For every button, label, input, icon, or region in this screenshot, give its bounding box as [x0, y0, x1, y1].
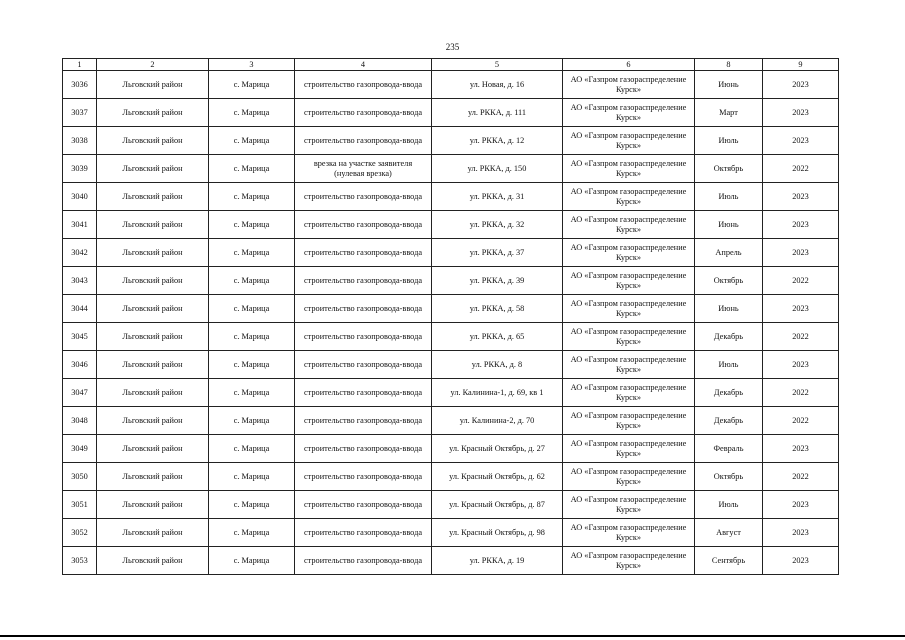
table-cell: Июль	[695, 491, 763, 519]
table-cell: 2023	[763, 211, 839, 239]
table-cell: ул. РККА, д. 39	[432, 267, 563, 295]
table-cell: 3039	[63, 155, 97, 183]
table-row	[63, 491, 839, 519]
table-cell: АО «Газпром газораспределение Курск»	[563, 407, 695, 435]
column-header: 2	[97, 59, 209, 71]
table-cell: Льговский район	[97, 547, 209, 575]
table-cell: Июнь	[695, 71, 763, 99]
table-cell: АО «Газпром газораспределение Курск»	[563, 351, 695, 379]
table-cell: 2023	[763, 295, 839, 323]
table-cell: Льговский район	[97, 435, 209, 463]
column-header: 9	[763, 59, 839, 71]
table-cell: Льговский район	[97, 155, 209, 183]
table-cell: Льговский район	[97, 239, 209, 267]
table-cell: 2022	[763, 379, 839, 407]
table-row	[63, 407, 839, 435]
table-row	[63, 267, 839, 295]
table-cell: 3041	[63, 211, 97, 239]
column-header: 8	[695, 59, 763, 71]
column-header: 1	[63, 59, 97, 71]
column-header: 6	[563, 59, 695, 71]
table-cell: с. Марица	[209, 491, 295, 519]
table-cell: АО «Газпром газораспределение Курск»	[563, 295, 695, 323]
column-header: 5	[432, 59, 563, 71]
table-cell: АО «Газпром газораспределение Курск»	[563, 99, 695, 127]
table-cell: с. Марица	[209, 183, 295, 211]
table-row	[63, 463, 839, 491]
table-cell: 2023	[763, 547, 839, 575]
table-cell: ул. РККА, д. 12	[432, 127, 563, 155]
table-cell: врезка на участке заявителя (нулевая врезка)	[295, 155, 432, 183]
table-cell: Декабрь	[695, 407, 763, 435]
table-cell: ул. Красный Октябрь, д. 98	[432, 519, 563, 547]
table-cell: Август	[695, 519, 763, 547]
table-cell: Сентябрь	[695, 547, 763, 575]
table-cell: 3045	[63, 323, 97, 351]
table-cell: Льговский район	[97, 211, 209, 239]
table-cell: Льговский район	[97, 463, 209, 491]
table-cell: Октябрь	[695, 267, 763, 295]
table-cell: 2023	[763, 435, 839, 463]
table-row	[63, 239, 839, 267]
column-header: 3	[209, 59, 295, 71]
table-cell: Льговский район	[97, 491, 209, 519]
table-cell: АО «Газпром газораспределение Курск»	[563, 211, 695, 239]
table-cell: АО «Газпром газораспределение Курск»	[563, 547, 695, 575]
table-cell: Льговский район	[97, 351, 209, 379]
table-cell: ул. РККА, д. 8	[432, 351, 563, 379]
table-cell: строительство газопровода-ввода	[295, 99, 432, 127]
table-row	[63, 519, 839, 547]
table-cell: Октябрь	[695, 155, 763, 183]
table-cell: Льговский район	[97, 379, 209, 407]
table-cell: с. Марица	[209, 99, 295, 127]
table-cell: ул. РККА, д. 65	[432, 323, 563, 351]
table-cell: ул. РККА, д. 32	[432, 211, 563, 239]
table-cell: с. Марица	[209, 379, 295, 407]
table-cell: ул. Красный Октябрь, д. 27	[432, 435, 563, 463]
table-cell: АО «Газпром газораспределение Курск»	[563, 71, 695, 99]
table-cell: строительство газопровода-ввода	[295, 463, 432, 491]
table-cell: 2023	[763, 71, 839, 99]
table-cell: строительство газопровода-ввода	[295, 351, 432, 379]
table-cell: строительство газопровода-ввода	[295, 323, 432, 351]
table-cell: АО «Газпром газораспределение Курск»	[563, 183, 695, 211]
table-cell: Декабрь	[695, 379, 763, 407]
table-cell: 3036	[63, 71, 97, 99]
table-cell: Льговский район	[97, 407, 209, 435]
page-bottom-rule	[0, 635, 905, 637]
table-cell: строительство газопровода-ввода	[295, 71, 432, 99]
table-cell: 3046	[63, 351, 97, 379]
table-header-row	[63, 59, 839, 71]
table-cell: строительство газопровода-ввода	[295, 267, 432, 295]
table-cell: строительство газопровода-ввода	[295, 435, 432, 463]
table-row	[63, 183, 839, 211]
table-cell: 2022	[763, 407, 839, 435]
table-cell: Июль	[695, 183, 763, 211]
table-row	[63, 99, 839, 127]
table-cell: Декабрь	[695, 323, 763, 351]
table-row	[63, 71, 839, 99]
table-cell: строительство газопровода-ввода	[295, 295, 432, 323]
table-cell: с. Марица	[209, 463, 295, 491]
table-cell: строительство газопровода-ввода	[295, 211, 432, 239]
table-cell: Льговский район	[97, 183, 209, 211]
table-cell: Апрель	[695, 239, 763, 267]
table-cell: строительство газопровода-ввода	[295, 519, 432, 547]
table-cell: Льговский район	[97, 71, 209, 99]
table-cell: Июль	[695, 351, 763, 379]
table-cell: Льговский район	[97, 99, 209, 127]
table-cell: строительство газопровода-ввода	[295, 127, 432, 155]
table-cell: Октябрь	[695, 463, 763, 491]
table-cell: Льговский район	[97, 519, 209, 547]
table-cell: ул. РККА, д. 111	[432, 99, 563, 127]
table-cell: 3049	[63, 435, 97, 463]
table-cell: с. Марица	[209, 407, 295, 435]
table-cell: АО «Газпром газораспределение Курск»	[563, 519, 695, 547]
table-cell: АО «Газпром газораспределение Курск»	[563, 463, 695, 491]
table-row	[63, 379, 839, 407]
table-cell: ул. Красный Октябрь, д. 62	[432, 463, 563, 491]
table-row	[63, 295, 839, 323]
table-cell: строительство газопровода-ввода	[295, 379, 432, 407]
table-cell: 3050	[63, 463, 97, 491]
table-cell: ул. Новая, д. 16	[432, 71, 563, 99]
table-cell: 2022	[763, 267, 839, 295]
table-cell: АО «Газпром газораспределение Курск»	[563, 491, 695, 519]
table-cell: с. Марица	[209, 435, 295, 463]
table-row	[63, 547, 839, 575]
table-cell: ул. РККА, д. 19	[432, 547, 563, 575]
table-cell: 3044	[63, 295, 97, 323]
table-cell: с. Марица	[209, 71, 295, 99]
table-cell: с. Марица	[209, 519, 295, 547]
table-cell: с. Марица	[209, 295, 295, 323]
table-cell: 2023	[763, 239, 839, 267]
table-row	[63, 155, 839, 183]
table-cell: Июнь	[695, 295, 763, 323]
table-cell: ул. РККА, д. 37	[432, 239, 563, 267]
table-row	[63, 127, 839, 155]
table-cell: 3038	[63, 127, 97, 155]
table-cell: Льговский район	[97, 127, 209, 155]
table-cell: АО «Газпром газораспределение Курск»	[563, 127, 695, 155]
table-cell: 3037	[63, 99, 97, 127]
table-row	[63, 351, 839, 379]
table-cell: с. Марица	[209, 211, 295, 239]
table-cell: с. Марица	[209, 239, 295, 267]
table-cell: АО «Газпром газораспределение Курск»	[563, 155, 695, 183]
table-cell: строительство газопровода-ввода	[295, 239, 432, 267]
table-cell: с. Марица	[209, 267, 295, 295]
table-cell: 3048	[63, 407, 97, 435]
table-cell: 2023	[763, 351, 839, 379]
table-cell: Льговский район	[97, 267, 209, 295]
table-cell: АО «Газпром газораспределение Курск»	[563, 267, 695, 295]
table-cell: Март	[695, 99, 763, 127]
gasification-table	[62, 58, 839, 575]
table-cell: АО «Газпром газораспределение Курск»	[563, 239, 695, 267]
table-cell: 2023	[763, 519, 839, 547]
table-cell: Июль	[695, 127, 763, 155]
page-number: 235	[445, 42, 460, 52]
table-cell: ул. Красный Октябрь, д. 87	[432, 491, 563, 519]
table-row	[63, 435, 839, 463]
table-cell: ул. Калинина-2, д. 70	[432, 407, 563, 435]
table-cell: 2023	[763, 183, 839, 211]
table-cell: с. Марица	[209, 323, 295, 351]
table-cell: 3051	[63, 491, 97, 519]
table-cell: 3042	[63, 239, 97, 267]
table-cell: 3052	[63, 519, 97, 547]
table-cell: с. Марица	[209, 351, 295, 379]
table-cell: с. Марица	[209, 155, 295, 183]
table-cell: 3053	[63, 547, 97, 575]
table-cell: строительство газопровода-ввода	[295, 407, 432, 435]
table-cell: Февраль	[695, 435, 763, 463]
table-cell: 2023	[763, 127, 839, 155]
table-cell: строительство газопровода-ввода	[295, 491, 432, 519]
table-cell: ул. Калинина-1, д. 69, кв 1	[432, 379, 563, 407]
table-cell: Льговский район	[97, 295, 209, 323]
table-body	[63, 71, 839, 575]
table-cell: 2022	[763, 323, 839, 351]
table-cell: 2023	[763, 491, 839, 519]
table-cell: ул. РККА, д. 31	[432, 183, 563, 211]
table-cell: 3043	[63, 267, 97, 295]
table-cell: с. Марица	[209, 127, 295, 155]
column-header: 4	[295, 59, 432, 71]
table-cell: 2023	[763, 99, 839, 127]
table-row	[63, 323, 839, 351]
table-cell: 3047	[63, 379, 97, 407]
table-cell: с. Марица	[209, 547, 295, 575]
table-cell: ул. РККА, д. 150	[432, 155, 563, 183]
table-cell: АО «Газпром газораспределение Курск»	[563, 435, 695, 463]
table-cell: строительство газопровода-ввода	[295, 547, 432, 575]
table-cell: Июнь	[695, 211, 763, 239]
table-cell: 3040	[63, 183, 97, 211]
table-cell: 2022	[763, 155, 839, 183]
table-row	[63, 211, 839, 239]
table-cell: ул. РККА, д. 58	[432, 295, 563, 323]
table-cell: 2022	[763, 463, 839, 491]
table-cell: АО «Газпром газораспределение Курск»	[563, 379, 695, 407]
table-cell: строительство газопровода-ввода	[295, 183, 432, 211]
table-cell: Льговский район	[97, 323, 209, 351]
table-cell: АО «Газпром газораспределение Курск»	[563, 323, 695, 351]
